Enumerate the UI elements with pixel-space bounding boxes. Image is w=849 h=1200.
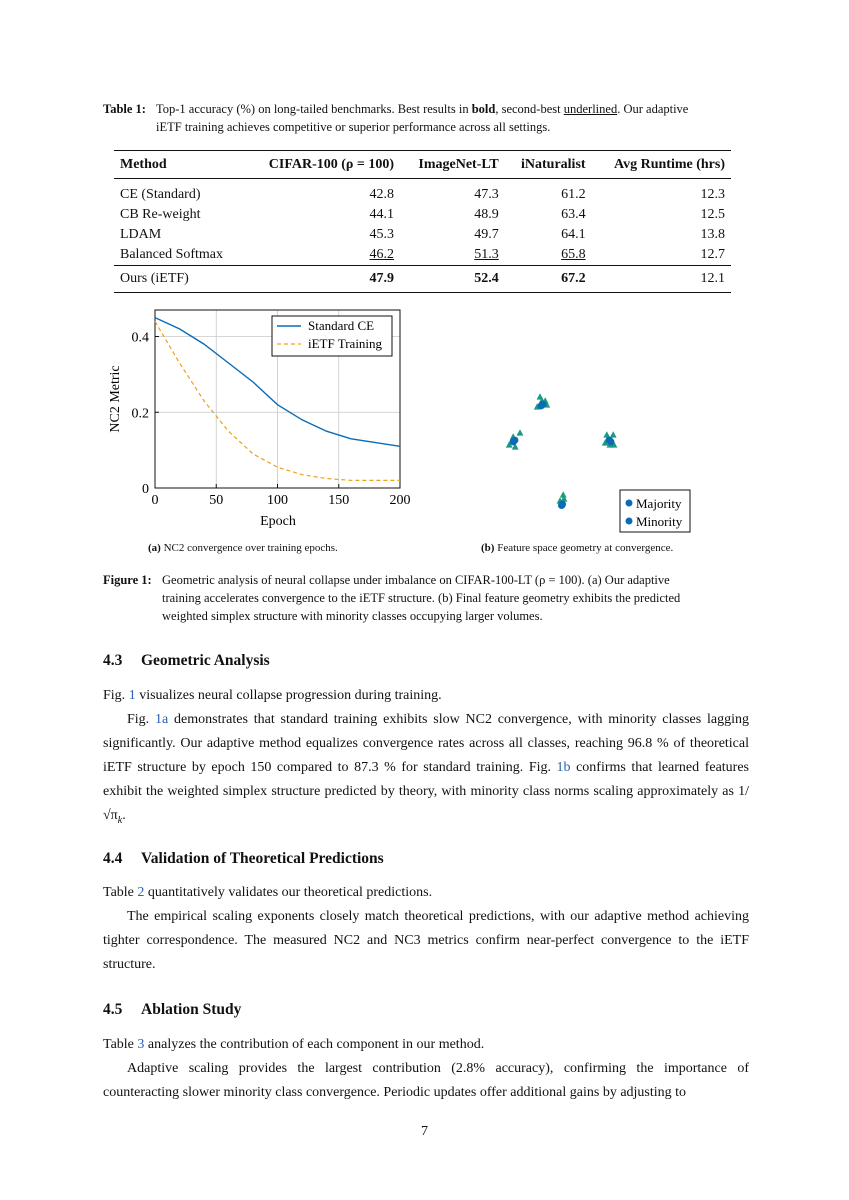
cell-method: Ours (iETF): [114, 266, 244, 293]
legend-label-minority: Minority: [636, 514, 683, 529]
y-axis-label: NC2 Metric: [108, 365, 123, 433]
cell-value-best: 52.4: [400, 266, 505, 293]
col-header-cifar: CIFAR-100 (ρ = 100): [244, 151, 400, 179]
minority-point: [517, 429, 524, 435]
majority-point: [539, 401, 546, 408]
col-header-inaturalist: iNaturalist: [505, 151, 592, 179]
table-row-ours: [114, 266, 731, 293]
col-header-runtime: Avg Runtime (hrs): [592, 151, 731, 179]
cell-value: 49.7: [474, 227, 499, 242]
cell-method: Balanced Softmax: [120, 247, 224, 262]
y-tick-label: 0.2: [131, 406, 149, 422]
section-heading-4-4: 4.4 Validation of Theoretical Predictions: [103, 850, 384, 867]
table-row: [114, 205, 731, 225]
subcaption-a-label: (a): [148, 542, 161, 554]
legend-swatch-majority: [626, 500, 633, 507]
axis-ticks: [132, 331, 411, 508]
cell-value: 44.1: [369, 207, 395, 222]
figure-caption-text: Geometric analysis of neural collapse under imbalance on CIFAR-100-LT (ρ = 100). (a) Our adaptive training accelerates convergence to the iETF structure. (b) Final feature geometry exhibits the predicted weighted simplex structure with minority classes occupying larger volumes.: [162, 573, 681, 623]
cell-value: 12.7: [700, 247, 725, 262]
majority-point: [559, 501, 566, 508]
cell-value: 48.9: [474, 207, 499, 222]
section-heading-4-3: 4.3 Geometric Analysis: [103, 652, 270, 669]
table-caption-label: Table 1:: [103, 102, 146, 116]
x-tick-label: 100: [267, 493, 288, 508]
paragraph: Table 3 analyzes the contribution of each component in our method.: [103, 1037, 485, 1052]
majority-point: [510, 438, 517, 445]
section-body-4-4: [103, 881, 749, 977]
cell-value: 12.5: [700, 207, 725, 222]
cell-value-best: 67.2: [505, 266, 592, 293]
cell-method: LDAM: [120, 227, 162, 242]
cell-value: 47.3: [474, 187, 499, 202]
table-caption: [103, 100, 749, 136]
results-table: [114, 150, 731, 293]
col-header-method: Method: [114, 151, 244, 179]
legend: [620, 490, 690, 532]
subcaption-b-text: Feature space geometry at convergence.: [497, 542, 674, 554]
nc2-convergence-chart: [100, 300, 420, 535]
table-link[interactable]: 3: [137, 1037, 145, 1052]
table-row: [114, 245, 731, 266]
figure-link[interactable]: 1b: [556, 760, 571, 775]
subcaption-a: [148, 542, 338, 554]
paragraph: Fig. 1a demonstrates that standard training exhibits slow NC2 convergence, with minority classes lagging significantly. Our adaptive method equalizes convergence rates across all classes, reaching 96.8 % of theoretical iETF structure by epoch 150 compared to 87.3 % for standard training. Fig. 1b confirms that learned features exhibit the weighted simplex structure predicted by theory, with minority class norms scaling approximately as $1/√\pi_k$.: [103, 712, 749, 826]
cell-value: 12.1: [592, 266, 731, 293]
figure-caption: [103, 571, 749, 625]
table-header-row: [114, 151, 731, 179]
x-tick-label: 150: [328, 493, 350, 508]
cell-value: 64.1: [561, 227, 586, 242]
cell-value-best: 47.9: [244, 266, 400, 293]
cell-method: CE (Standard): [120, 187, 201, 202]
paragraph: Adaptive scaling provides the largest contribution (2.8% accuracy), confirming the importance of counteracting slower minority class convergence. Periodic updates offer additional gains by adjusting to: [103, 1061, 749, 1100]
legend: [272, 316, 392, 356]
minority-point: [610, 431, 617, 437]
subcaption-b-label: (b): [481, 542, 495, 554]
table-row: [114, 225, 731, 245]
cell-value: 42.8: [369, 187, 395, 202]
cell-value: 12.3: [700, 187, 725, 202]
figure-link[interactable]: 1: [128, 688, 136, 703]
paragraph: The empirical scaling exponents closely match theoretical predictions, with our adaptive method achieving tighter correspondence. The measured NC2 and NC3 metrics confirm near-perfect convergence to the iETF structure.: [103, 909, 749, 972]
majority-point: [606, 437, 613, 444]
cell-value-second-best: 51.3: [474, 247, 499, 262]
col-header-imagenet: ImageNet-LT: [400, 151, 505, 179]
legend-label-standard-ce: Standard CE: [308, 318, 375, 333]
x-tick-label: 200: [389, 493, 411, 508]
cell-value: 61.2: [561, 187, 586, 202]
cell-value-second-best: 65.8: [561, 247, 586, 262]
scatter-points: [506, 393, 638, 524]
cell-value-second-best: 46.2: [369, 247, 395, 262]
legend-swatch-minority: [626, 518, 633, 525]
legend-label-ietf: iETF Training: [308, 336, 383, 351]
section-heading-4-5: 4.5 Ablation Study: [103, 1001, 242, 1018]
y-tick-label: 0.4: [131, 330, 149, 346]
page-number: 7: [421, 1124, 428, 1139]
cell-value: 45.3: [369, 227, 395, 242]
x-tick-label: 50: [209, 493, 224, 508]
figure-link[interactable]: 1a: [155, 712, 169, 727]
paragraph: Table 2 quantitatively validates our theoretical predictions.: [103, 885, 433, 900]
subcaption-b: [481, 542, 673, 554]
table-caption-text: Top-1 accuracy (%) on long-tailed benchmarks. Best results in bold, second-best underlined. Our adaptive iETF training achieves competitive or superior performance across all settings.: [156, 102, 689, 134]
table-row: [114, 179, 731, 206]
cell-method: CB Re-weight: [120, 207, 201, 222]
figure-caption-label: Figure 1:: [103, 573, 152, 587]
feature-geometry-plot: [470, 350, 700, 540]
cell-value: 13.8: [700, 227, 725, 242]
table-link[interactable]: 2: [137, 885, 145, 900]
section-body-4-5: [103, 1033, 749, 1105]
subcaption-a-text: NC2 convergence over training epochs.: [163, 542, 338, 554]
x-tick-label: 0: [151, 493, 159, 508]
paragraph: Fig. 1 visualizes neural collapse progression during training.: [103, 688, 442, 703]
minority-point: [560, 491, 567, 497]
section-body-4-3: [103, 684, 749, 833]
legend-label-majority: Majority: [636, 496, 682, 511]
y-tick-label: 0: [142, 482, 149, 497]
cell-value: 63.4: [561, 207, 586, 222]
x-axis-label: Epoch: [260, 514, 296, 529]
